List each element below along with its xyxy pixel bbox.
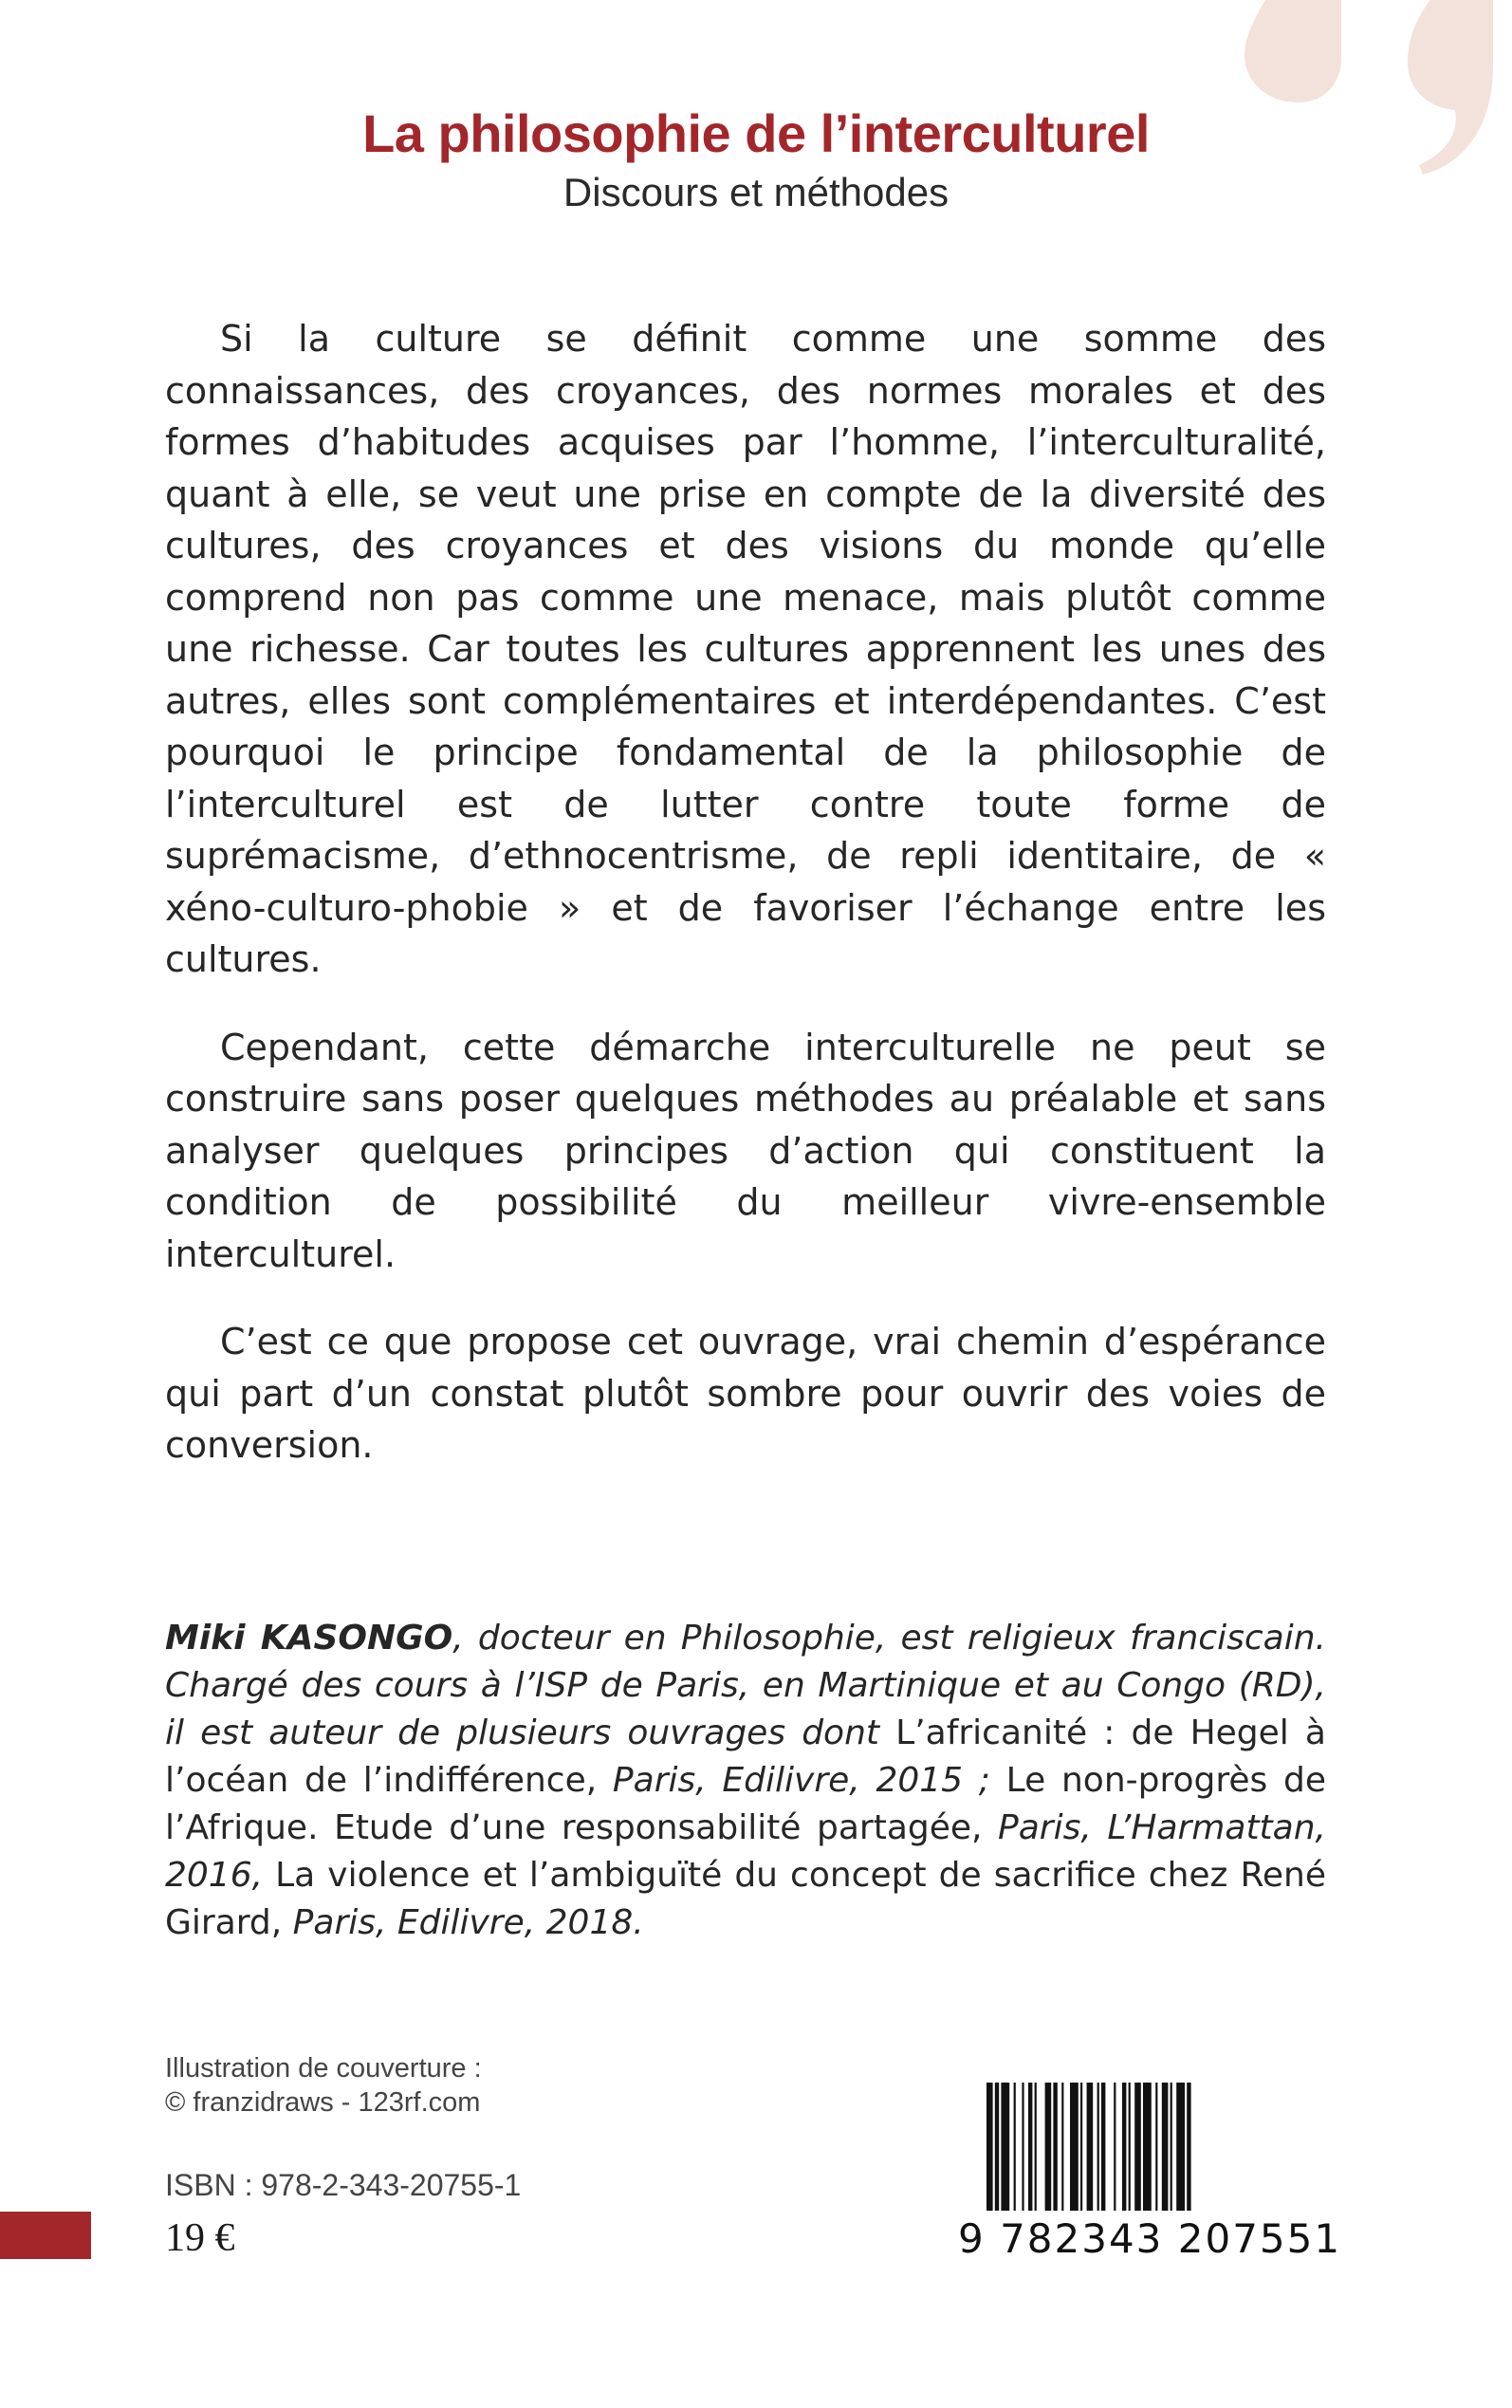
- barcode-bar: [1162, 2083, 1169, 2211]
- barcode-bar: [1134, 2083, 1141, 2211]
- book-title-1: L’africanité : de Hegel à l’océan de l’indifférence,: [165, 1713, 1326, 1800]
- barcode-bar: [1035, 2083, 1037, 2211]
- barcode-bar: [1001, 2083, 1009, 2211]
- barcode-bar: [1122, 2083, 1126, 2211]
- barcode-bar: [1028, 2083, 1032, 2211]
- barcode-bar: [1155, 2083, 1157, 2211]
- barcode-bar: [986, 2083, 993, 2211]
- bio-text: , docteur en Philosophie, est religieux franciscain. Chargé des cours à l’ISP de Paris, en Martinique et au Congo (RD), il est auteur de plusieurs ouvrages dont: [165, 1619, 1326, 1752]
- book-title: La philosophie de l’interculturel: [362, 103, 1150, 163]
- blurb-paragraph: Si la culture se définit comme une somme des connaissances, des croyances, des normes morales et des formes d’habitudes acquises par l’homme, l’interculturalité, quant à elle, se veut une prise en compte de la diversité des cultures, des croyances et des visions du monde qu’elle comprend non pas comme une menace, mais plutôt comme une richesse. Car toutes les cultures apprennent les unes des autres, elles sont complémentaires et interdépendantes. C’est pourquoi le principe fondamental de la philosophie de l’interculturel est de lutter contre toute forme de suprémacisme, d’ethnocentrisme, de repli identitaire, de « xéno-culturo-phobie » et de favoriser l’échange entre les cultures.: [165, 318, 1326, 980]
- barcode-bar: [1080, 2083, 1082, 2211]
- blurb-paragraph: Cependant, cette démarche interculturelle ne peut se construire sans poser quelques méthodes au préalable et sans analyser quelques principes d’action qui constituent la condition de possibilité du meilleur vivre-ensemble interculturel.: [165, 1026, 1326, 1275]
- barcode-bar: [1171, 2083, 1172, 2211]
- isbn: ISBN : 978-2-343-20755-1: [165, 2168, 522, 2202]
- barcode-bar: [1045, 2083, 1052, 2211]
- book-title-3: La violence et l’ambiguïté du concept de sacrifice chez René Girard,: [165, 1856, 1326, 1942]
- barcode-bar: [995, 2083, 999, 2211]
- blurb-paragraph: C’est ce que propose cet ouvrage, vrai chemin d’espérance qui part d’un constat plutôt sombre pour ouvrir des voies de conversion.: [165, 1321, 1326, 1466]
- barcode-bar: [1101, 2083, 1105, 2211]
- publisher-2: Paris, L’Harmattan, 2016,: [165, 1808, 1326, 1895]
- author-bio: [165, 1615, 1326, 1947]
- cover-credits: [165, 2051, 482, 2120]
- barcode-digits: 9 782343 207551: [958, 2215, 1342, 2262]
- barcode-bar: [1176, 2083, 1185, 2211]
- quote-mark-left: [1245, 0, 1341, 102]
- barcode-bar: [1014, 2083, 1016, 2211]
- publisher-1: Paris, Edilivre, 2015 ;: [612, 1761, 990, 1800]
- barcode-bar: [1087, 2083, 1094, 2211]
- barcode-bar: [1143, 2083, 1152, 2211]
- price: 19 €: [165, 2216, 235, 2260]
- barcode-bar: [1129, 2083, 1131, 2211]
- barcode-bar: [1061, 2083, 1063, 2211]
- accent-bar: [0, 2212, 91, 2259]
- book-title-2: Le non-progrès de l’Afrique. Etude d’une responsabilité partagée,: [165, 1761, 1327, 1847]
- credits-line: © franzidraws - 123rf.com: [165, 2087, 481, 2118]
- author-name: Miki KASONGO: [165, 1619, 453, 1658]
- back-cover-blurb: [165, 313, 1326, 1508]
- header: [0, 102, 1512, 215]
- barcode-bar: [1187, 2083, 1190, 2211]
- barcode-bar: [1022, 2083, 1023, 2211]
- book-subtitle: Discours et méthodes: [562, 170, 950, 214]
- credits-line: Illustration de couverture :: [165, 2053, 482, 2084]
- barcode-bar: [1097, 2083, 1099, 2211]
- barcode-bar: [1053, 2083, 1057, 2211]
- barcode-bar: [1070, 2083, 1079, 2211]
- publisher-3: Paris, Edilivre, 2018.: [292, 1903, 644, 1942]
- barcode-bar: [1114, 2083, 1116, 2211]
